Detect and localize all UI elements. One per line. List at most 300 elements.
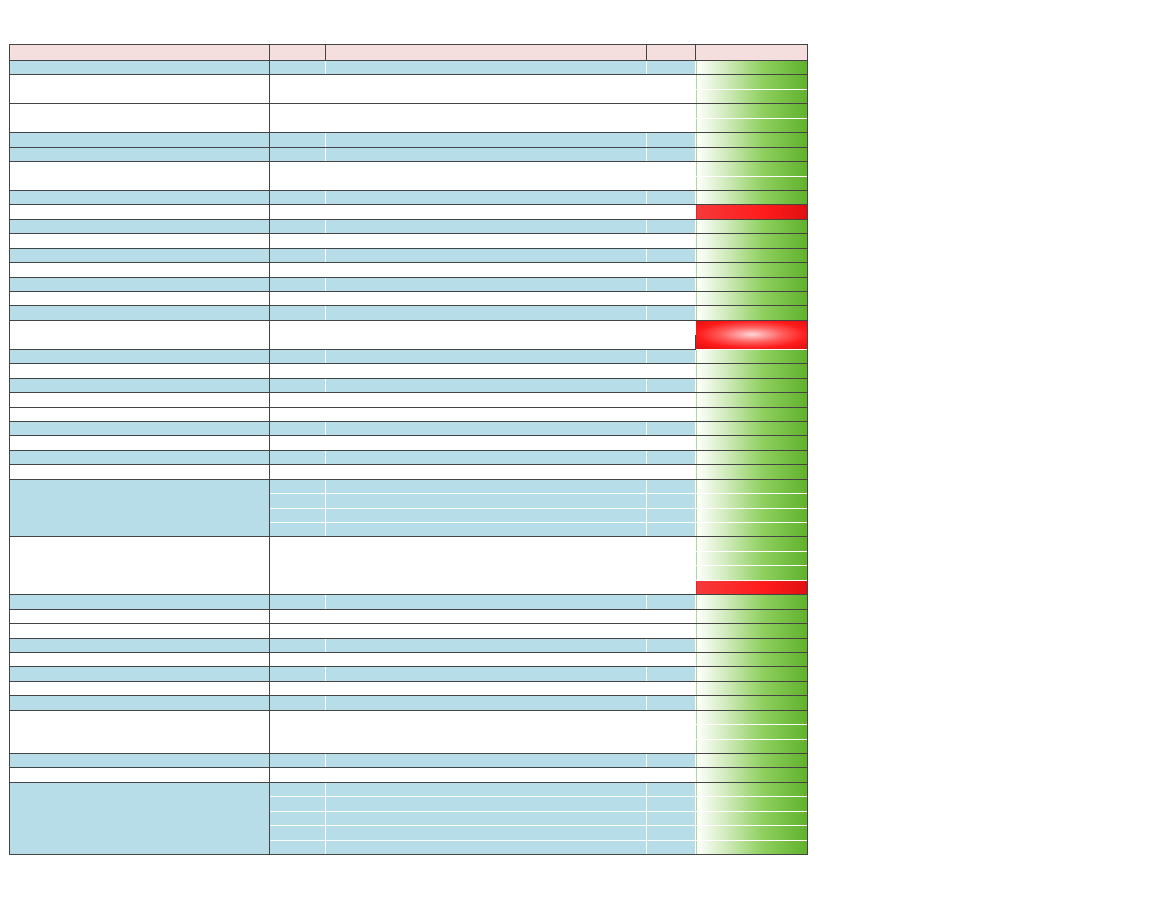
course-class (647, 219, 696, 233)
header-aprovado (696, 45, 808, 61)
approval-status (696, 537, 808, 551)
course-class (647, 840, 696, 854)
approval-status (696, 494, 808, 508)
candidate-name (10, 537, 270, 595)
course-class (647, 624, 696, 638)
course-class (647, 826, 696, 840)
course-class (647, 263, 696, 277)
course-class (647, 190, 696, 204)
course-class (647, 147, 696, 161)
course-name (326, 263, 647, 277)
course-name (326, 840, 647, 854)
course-name (326, 595, 647, 609)
table-row (10, 162, 808, 176)
course-class (647, 205, 696, 219)
approval-status (696, 652, 808, 666)
table-row (10, 754, 808, 768)
approval-status (696, 811, 808, 825)
results-table (9, 44, 808, 855)
course-class (647, 176, 696, 190)
table-row (10, 393, 808, 407)
candidate-name (10, 754, 270, 768)
table-row (10, 378, 808, 392)
course-class (647, 277, 696, 291)
approval-status (696, 320, 808, 349)
candidate-name (10, 61, 270, 75)
course-class (647, 479, 696, 493)
course-name (326, 638, 647, 652)
course-code (270, 696, 326, 710)
approval-status (696, 754, 808, 768)
course-name (326, 133, 647, 147)
course-name (326, 190, 647, 204)
candidate-name (10, 465, 270, 479)
candidate-name (10, 595, 270, 609)
course-class (647, 162, 696, 176)
course-name (326, 393, 647, 407)
table-row (10, 768, 808, 782)
course-class (647, 638, 696, 652)
approval-status (696, 349, 808, 363)
course-class (647, 234, 696, 248)
course-code (270, 118, 326, 132)
candidate-name (10, 75, 270, 104)
course-name (326, 754, 647, 768)
course-code (270, 89, 326, 103)
course-code (270, 75, 326, 89)
course-class (647, 407, 696, 421)
candidate-name (10, 393, 270, 407)
table-row (10, 667, 808, 681)
table-row (10, 219, 808, 233)
course-class (647, 681, 696, 695)
candidate-name (10, 407, 270, 421)
course-class (647, 595, 696, 609)
course-code (270, 797, 326, 811)
table-row (10, 782, 808, 796)
course-class (647, 537, 696, 551)
approval-status (696, 393, 808, 407)
course-class (647, 811, 696, 825)
course-name (326, 118, 647, 132)
approval-status (696, 479, 808, 493)
approval-status (696, 205, 808, 219)
course-code (270, 768, 326, 782)
candidate-name (10, 263, 270, 277)
candidate-name (10, 450, 270, 464)
course-class (647, 523, 696, 537)
course-class (647, 104, 696, 118)
course-name (326, 494, 647, 508)
course-name (326, 407, 647, 421)
table-row (10, 595, 808, 609)
course-name (326, 681, 647, 695)
header-turma (647, 45, 696, 61)
course-code (270, 306, 326, 320)
course-code (270, 609, 326, 623)
course-class (647, 754, 696, 768)
approval-status (696, 551, 808, 565)
candidate-name (10, 652, 270, 666)
approval-status (696, 826, 808, 840)
candidate-name (10, 638, 270, 652)
table-row (10, 205, 808, 219)
course-name (326, 364, 647, 378)
table-row (10, 696, 808, 710)
approval-status (696, 234, 808, 248)
course-name (326, 450, 647, 464)
course-class (647, 696, 696, 710)
approval-status (696, 133, 808, 147)
course-name (326, 162, 647, 176)
course-code (270, 624, 326, 638)
course-class (647, 75, 696, 89)
approval-status (696, 436, 808, 450)
candidate-name (10, 782, 270, 854)
course-name (326, 349, 647, 363)
course-class (647, 725, 696, 739)
candidate-name (10, 219, 270, 233)
table-row (10, 710, 808, 724)
course-class (647, 349, 696, 363)
course-code (270, 277, 326, 291)
course-class (647, 89, 696, 103)
course-class (647, 609, 696, 623)
approval-status (696, 595, 808, 609)
course-name (326, 508, 647, 522)
approval-status (696, 147, 808, 161)
course-code (270, 234, 326, 248)
course-code (270, 176, 326, 190)
course-name (326, 479, 647, 493)
course-code (270, 465, 326, 479)
approval-status (696, 450, 808, 464)
course-name (326, 335, 647, 349)
course-name (326, 725, 647, 739)
course-name (326, 277, 647, 291)
approval-status (696, 782, 808, 796)
table-row (10, 133, 808, 147)
approval-status (696, 190, 808, 204)
course-name (326, 147, 647, 161)
course-class (647, 320, 696, 334)
table-row (10, 609, 808, 623)
course-code (270, 421, 326, 435)
course-code (270, 393, 326, 407)
candidate-name (10, 162, 270, 191)
course-name (326, 176, 647, 190)
candidate-name (10, 190, 270, 204)
course-class (647, 768, 696, 782)
candidate-name (10, 696, 270, 710)
course-name (326, 652, 647, 666)
course-code (270, 580, 326, 594)
course-code (270, 523, 326, 537)
approval-status (696, 797, 808, 811)
candidate-name (10, 667, 270, 681)
course-code (270, 436, 326, 450)
table-row (10, 234, 808, 248)
course-class (647, 652, 696, 666)
course-name (326, 378, 647, 392)
candidate-name (10, 436, 270, 450)
course-name (326, 320, 647, 334)
course-code (270, 551, 326, 565)
course-class (647, 133, 696, 147)
table-row (10, 248, 808, 262)
course-code (270, 248, 326, 262)
approval-status (696, 219, 808, 233)
approval-status (696, 104, 808, 118)
course-code (270, 450, 326, 464)
course-name (326, 523, 647, 537)
candidate-name (10, 234, 270, 248)
approval-status (696, 75, 808, 89)
course-class (647, 566, 696, 580)
course-name (326, 667, 647, 681)
course-class (647, 378, 696, 392)
approval-status (696, 508, 808, 522)
course-class (647, 465, 696, 479)
course-code (270, 667, 326, 681)
approval-status (696, 580, 808, 594)
course-code (270, 725, 326, 739)
candidate-name (10, 768, 270, 782)
course-class (647, 61, 696, 75)
candidate-name (10, 349, 270, 363)
table-row (10, 421, 808, 435)
course-code (270, 811, 326, 825)
approval-status (696, 162, 808, 176)
course-class (647, 797, 696, 811)
candidate-name (10, 104, 270, 133)
course-name (326, 61, 647, 75)
course-code (270, 407, 326, 421)
course-name (326, 436, 647, 450)
table-row (10, 349, 808, 363)
course-code (270, 292, 326, 306)
table-row (10, 465, 808, 479)
table-row (10, 652, 808, 666)
header-disciplina (326, 45, 647, 61)
course-code (270, 826, 326, 840)
course-name (326, 739, 647, 753)
course-code (270, 219, 326, 233)
course-class (647, 335, 696, 349)
candidate-name (10, 479, 270, 537)
course-code (270, 320, 326, 334)
course-code (270, 133, 326, 147)
course-class (647, 710, 696, 724)
course-class (647, 306, 696, 320)
approval-status (696, 768, 808, 782)
course-class (647, 421, 696, 435)
candidate-name (10, 147, 270, 161)
course-code (270, 61, 326, 75)
approval-status (696, 739, 808, 753)
candidate-name (10, 421, 270, 435)
course-code (270, 638, 326, 652)
approval-status (696, 523, 808, 537)
table-row (10, 263, 808, 277)
approval-status (696, 248, 808, 262)
approval-status (696, 638, 808, 652)
table-row (10, 306, 808, 320)
table-row (10, 537, 808, 551)
course-code (270, 840, 326, 854)
approval-status (696, 89, 808, 103)
course-name (326, 566, 647, 580)
course-code (270, 652, 326, 666)
candidate-name (10, 205, 270, 219)
course-name (326, 104, 647, 118)
table-row (10, 407, 808, 421)
table-header-row (10, 45, 808, 61)
course-code (270, 147, 326, 161)
course-code (270, 754, 326, 768)
course-code (270, 508, 326, 522)
approval-status (696, 292, 808, 306)
course-code (270, 364, 326, 378)
course-code (270, 782, 326, 796)
course-code (270, 205, 326, 219)
approval-status (696, 118, 808, 132)
course-code (270, 162, 326, 176)
candidate-name (10, 306, 270, 320)
candidate-name (10, 378, 270, 392)
course-name (326, 811, 647, 825)
candidate-name (10, 277, 270, 291)
course-class (647, 551, 696, 565)
course-class (647, 436, 696, 450)
approval-status (696, 725, 808, 739)
table-row (10, 436, 808, 450)
table-row (10, 364, 808, 378)
header-candidato (10, 45, 270, 61)
candidate-name (10, 364, 270, 378)
course-class (647, 248, 696, 262)
table-row (10, 450, 808, 464)
table-row (10, 147, 808, 161)
course-code (270, 263, 326, 277)
approval-status (696, 609, 808, 623)
candidate-name (10, 609, 270, 623)
course-code (270, 566, 326, 580)
course-name (326, 768, 647, 782)
approval-status (696, 696, 808, 710)
course-class (647, 580, 696, 594)
approval-status (696, 277, 808, 291)
approval-status (696, 566, 808, 580)
table-row (10, 479, 808, 493)
course-code (270, 190, 326, 204)
course-name (326, 710, 647, 724)
candidate-name (10, 681, 270, 695)
table-row (10, 320, 808, 334)
course-class (647, 494, 696, 508)
approval-status (696, 421, 808, 435)
course-name (326, 537, 647, 551)
course-code (270, 479, 326, 493)
course-name (326, 421, 647, 435)
course-name (326, 234, 647, 248)
approval-status (696, 840, 808, 854)
course-name (326, 306, 647, 320)
candidate-name (10, 624, 270, 638)
course-code (270, 349, 326, 363)
course-class (647, 364, 696, 378)
course-name (326, 219, 647, 233)
approval-status (696, 710, 808, 724)
approval-status (696, 306, 808, 320)
course-code (270, 335, 326, 349)
approval-status (696, 407, 808, 421)
course-name (326, 292, 647, 306)
candidate-name (10, 133, 270, 147)
approval-status (696, 176, 808, 190)
candidate-name (10, 320, 270, 349)
course-name (326, 696, 647, 710)
table-row (10, 190, 808, 204)
header-codigo (270, 45, 326, 61)
course-code (270, 710, 326, 724)
course-name (326, 551, 647, 565)
course-code (270, 494, 326, 508)
approval-status (696, 667, 808, 681)
approval-status (696, 364, 808, 378)
candidate-name (10, 292, 270, 306)
course-name (326, 826, 647, 840)
approval-status (696, 263, 808, 277)
table-row (10, 61, 808, 75)
course-class (647, 450, 696, 464)
course-name (326, 580, 647, 594)
course-name (326, 797, 647, 811)
table-row (10, 277, 808, 291)
course-code (270, 595, 326, 609)
table-row (10, 292, 808, 306)
table-row (10, 624, 808, 638)
course-name (326, 248, 647, 262)
course-class (647, 782, 696, 796)
approval-status (696, 624, 808, 638)
course-code (270, 739, 326, 753)
course-code (270, 104, 326, 118)
course-code (270, 537, 326, 551)
table-row (10, 104, 808, 118)
approval-status (696, 465, 808, 479)
course-code (270, 681, 326, 695)
course-class (647, 667, 696, 681)
course-name (326, 465, 647, 479)
course-name (326, 89, 647, 103)
candidate-name (10, 248, 270, 262)
table-row (10, 681, 808, 695)
approval-status (696, 378, 808, 392)
course-name (326, 609, 647, 623)
course-class (647, 292, 696, 306)
table-row (10, 638, 808, 652)
course-code (270, 378, 326, 392)
course-class (647, 393, 696, 407)
course-class (647, 118, 696, 132)
course-class (647, 739, 696, 753)
approval-status (696, 61, 808, 75)
course-name (326, 782, 647, 796)
table-row (10, 75, 808, 89)
course-name (326, 205, 647, 219)
approval-status (696, 681, 808, 695)
